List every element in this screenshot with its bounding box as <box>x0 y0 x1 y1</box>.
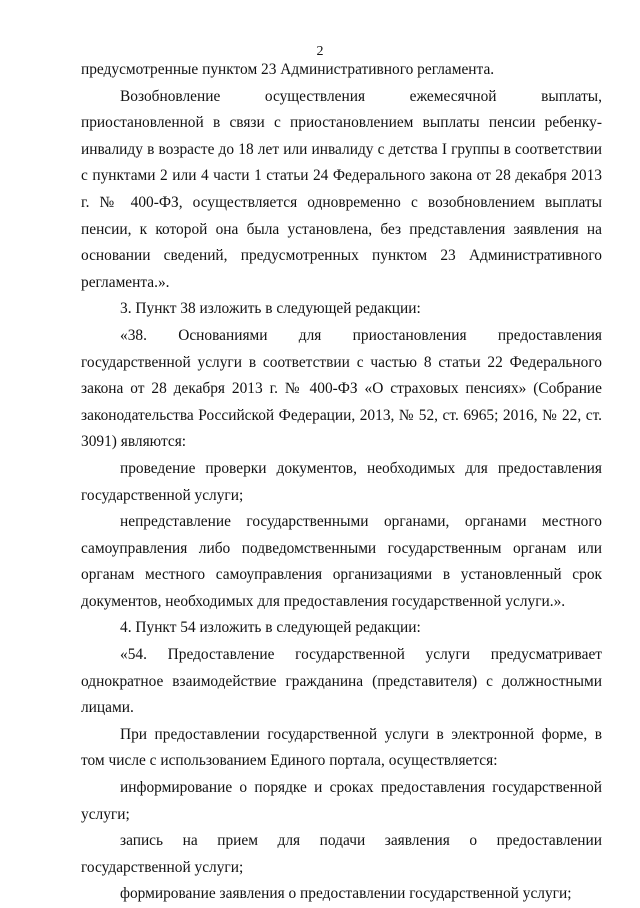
paragraph-electronic-form: При предоставлении государственной услуги в электронной форме, в том числе с использованием Единого портала, осуществляется: <box>81 725 602 770</box>
document-body <box>81 57 602 908</box>
paragraph-informing: информирование о порядке и сроках предоставления государственной услуги; <box>81 779 602 823</box>
paragraph-item-3-heading: 3. Пункт 38 изложить в следующей редакции: <box>120 300 421 318</box>
page-number: 2 <box>316 44 324 59</box>
paragraph-application-forming: формирование заявления о предоставлении государственной услуги; <box>120 885 572 903</box>
paragraph-clause-38: «38. Основаниями для приостановления предоставления государственной услуги в соответствии с частью 8 статьи 22 Федерального закона от 28 декабря 2013 г. № 400-ФЗ «О страховых пенсиях» (Собрание законодательства Российской Федерации, 2013, № 52, ст. 6965; 2016, № 22, ст. 3091) являются: <box>81 326 602 451</box>
paragraph-clause-54: «54. Предоставление государственной услуги предусматривает однократное взаимодействие гражданина (представителя) с должностными лицами. <box>81 646 602 717</box>
paragraph-non-submission: непредставление государственными органами, органами местного самоуправления либо подведомственными государственным органам или органам местного самоуправления организациями в установленный срок документов, необходимых для предоставления государственной услуги.». <box>81 513 602 610</box>
paragraph-document-check: проведение проверки документов, необходимых для предоставления государственной услуги; <box>81 459 602 504</box>
paragraph-appointment: запись на прием для подачи заявления о предоставлении государственной услуги; <box>81 832 602 876</box>
paragraph-resumption-of-payment: Возобновление осуществления ежемесячной выплаты, приостановленной в связи с приостановлением выплаты пенсии ребенку-инвалиду в возрасте до 18 лет или инвалиду с детства I группы в соответствии с пунктами 2 или 4 части 1 статьи 24 Федерального закона от 28 декабря 2013 г. № 400-ФЗ, осуществляется одновременно с возобновлением выплаты пенсии, к которой она была установлена, без представления заявления на основании сведений, предусмотренных пунктом 23 Административного регламента.». <box>81 87 602 291</box>
paragraph-item-4-heading: 4. Пункт 54 изложить в следующей редакции: <box>120 619 421 637</box>
paragraph-continuation: предусмотренные пунктом 23 Административного регламента. <box>81 61 495 78</box>
